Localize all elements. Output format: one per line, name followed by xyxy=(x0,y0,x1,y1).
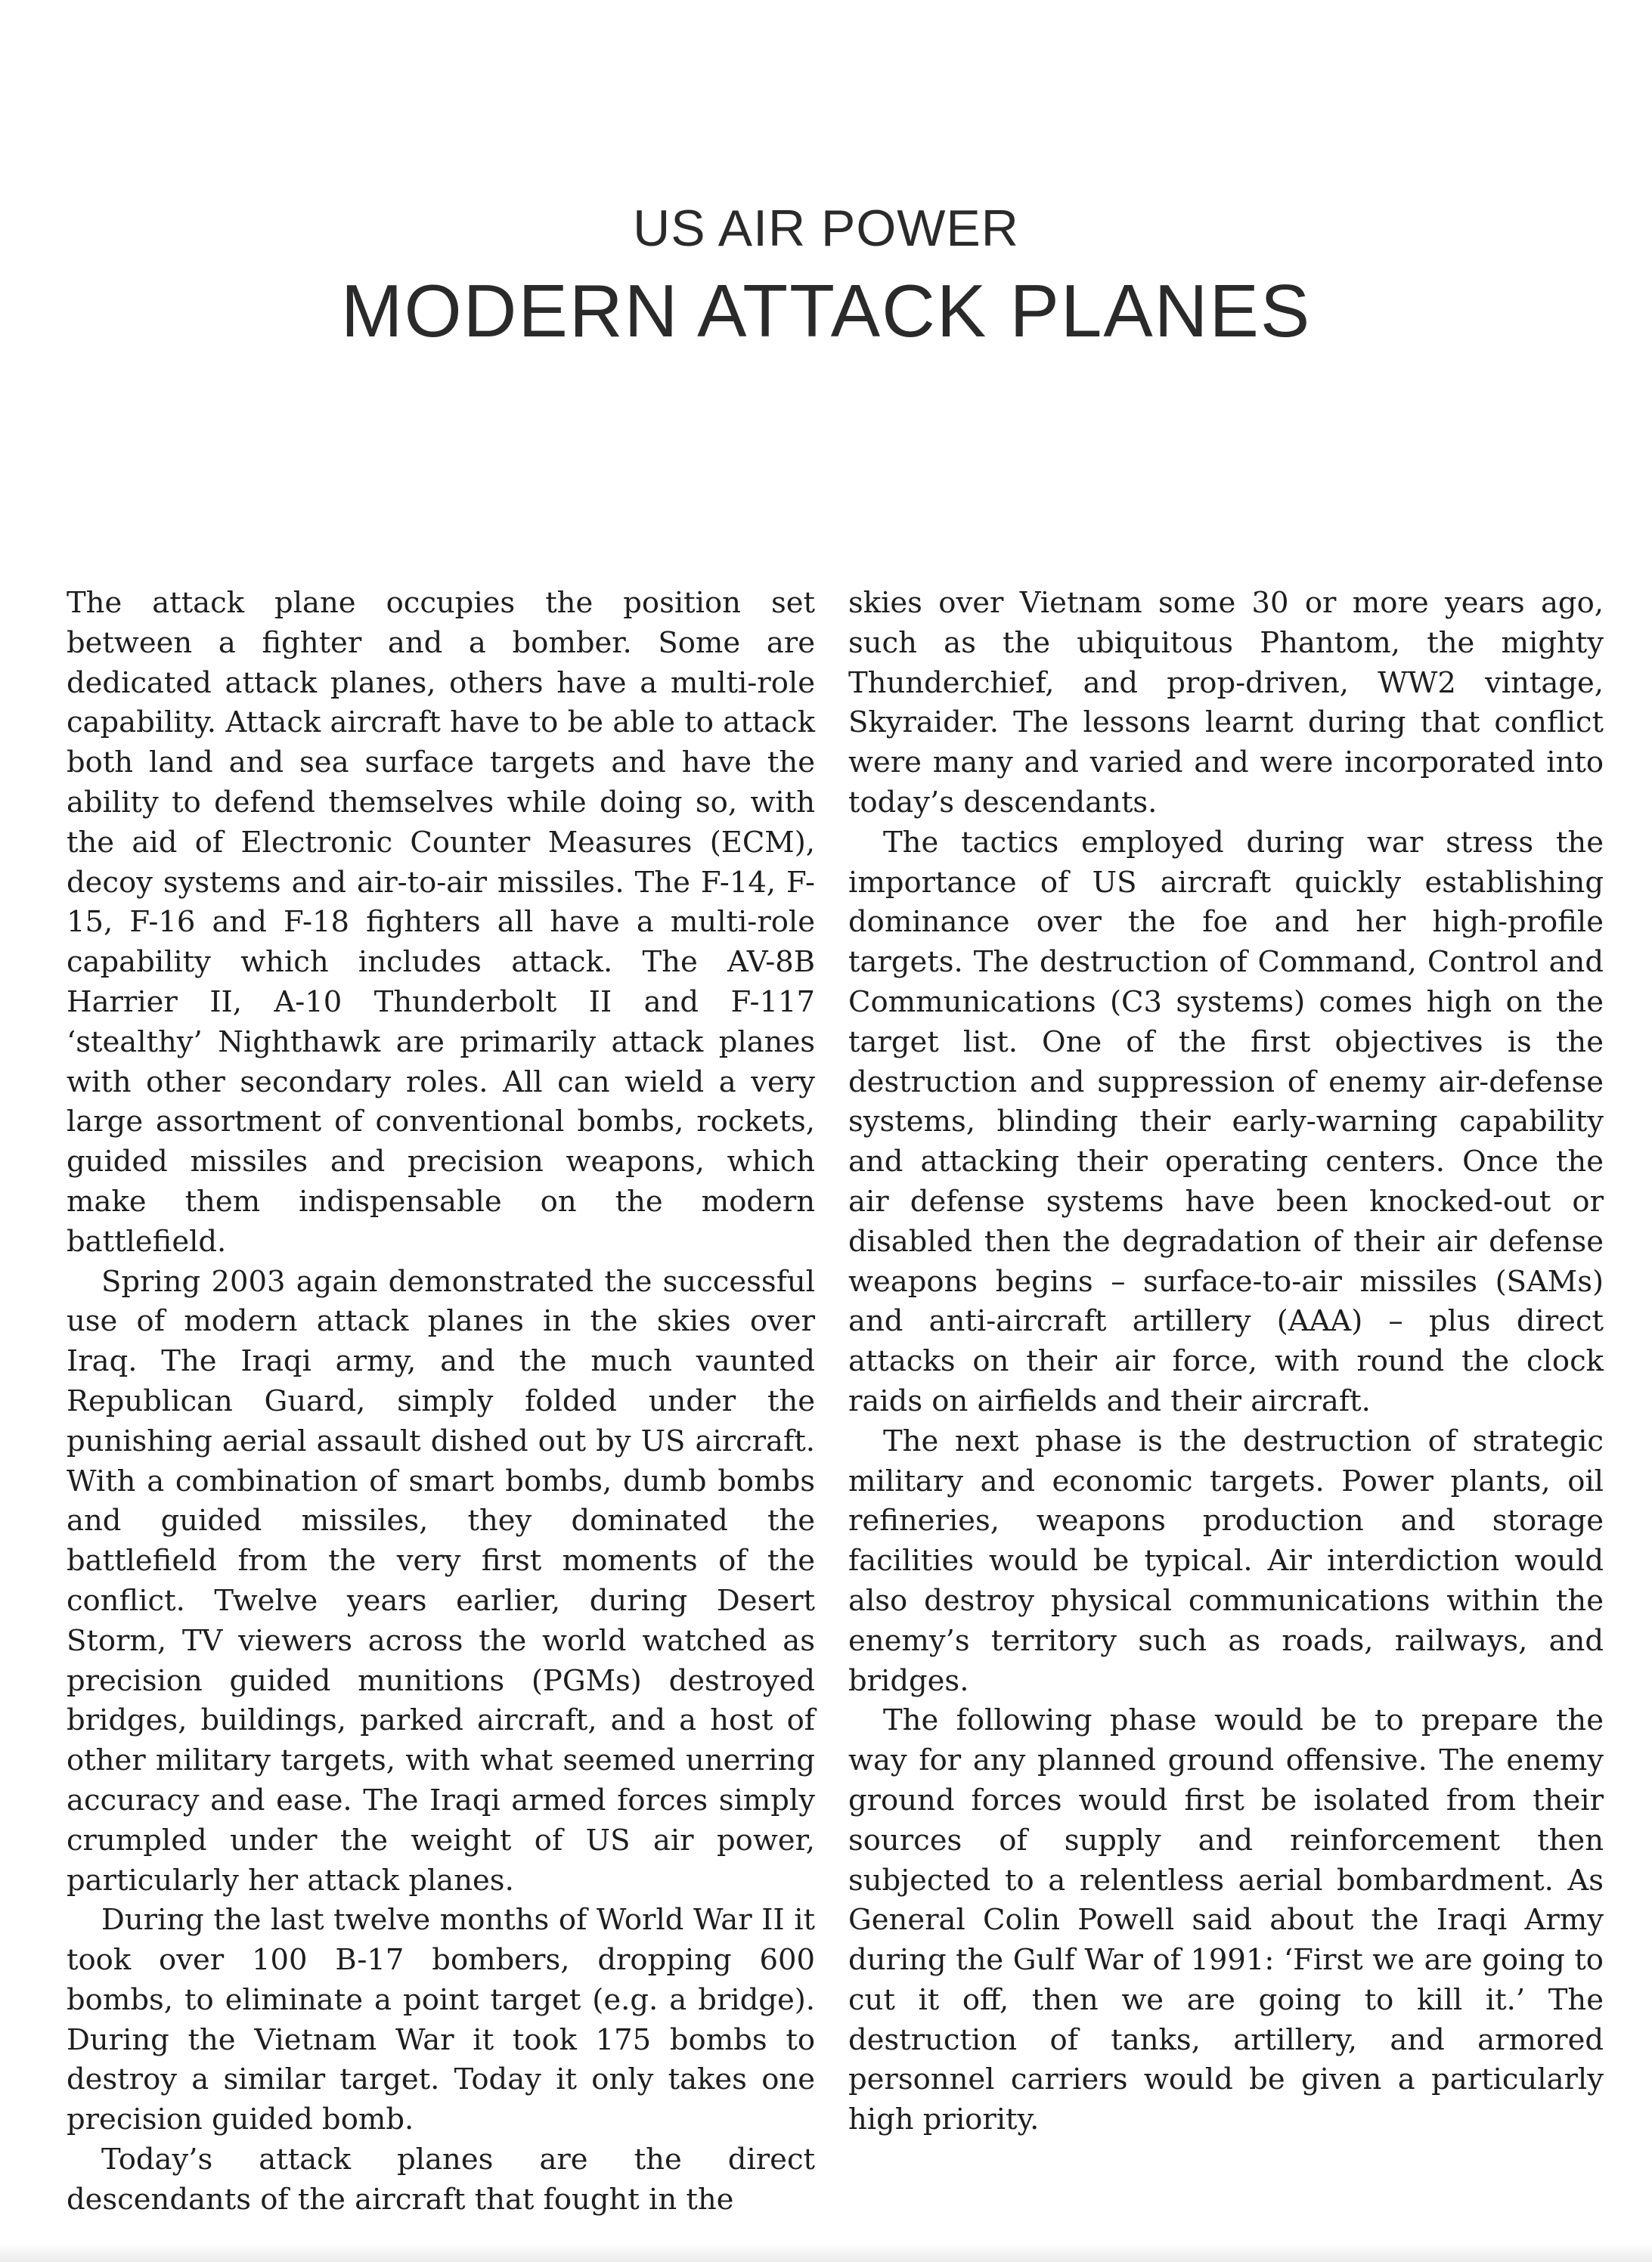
paragraph: Today’s attack planes are the direct descendants of the aircraft that fought in the xyxy=(67,2143,815,2217)
page-bottom-edge xyxy=(0,2242,1652,2262)
paragraph: During the last twelve months of World War II it took over 100 B-17 bombers, dropping 600 bombs, to eliminate a point target (e.g. a bridge). During the Vietnam War it took 175 bombs to destroy a similar target. Today it only takes one precision guided bomb. xyxy=(67,1903,815,2137)
body-text xyxy=(67,584,1604,2217)
right-column xyxy=(848,584,1604,2140)
paragraph: The tactics employed during war stress the importance of US aircraft quickly establishing dominance over the foe and her high-profile targets. The destruction of Command, Control and Communications (C3 systems) comes high on the target list. One of the first objectives is the destruction and suppression of enemy air-defense systems, blinding their early-warning capability and attacking their operating centers. Once the air defense systems have been knocked-out or disabled then the degradation of their air defense weapons begins – surface-to-air missiles (SAMs) and anti-aircraft artillery (AAA) – plus direct attacks on their air force, with round the clock raids on airfields and their aircraft. xyxy=(848,825,1604,1418)
paragraph: The following phase would be to prepare the way for any planned ground offensive. The enemy ground forces would first be isolated from their sources of supply and reinforcement then subjected to a relentless aerial bombardment. As General Colin Powell said about the Iraqi Army during the Gulf War of 1991: ‘First we are going to cut it off, then we are going to kill it.’ The destruction of tanks, artillery, and armored personnel carriers would be given a particularly high priority. xyxy=(848,1703,1604,2137)
page-title: MODERN ATTACK PLANES xyxy=(340,269,1312,352)
left-column xyxy=(67,584,815,2220)
paragraph: The attack plane occupies the position set between a fighter and a bomber. Some are dedicated attack planes, others have a multi-role capability. Attack aircraft have to be able to attack both land and sea surface targets and have the ability to defend themselves while doing so, with the aid of Electronic Counter Measures (ECM), decoy systems and air-to-air missiles. The F-14, F-15, F-16 and F-18 fighters all have a multi-role capability which includes attack. The AV-8B Harrier II, A-10 Thunderbolt II and F-117 ‘stealthy’ Nighthawk are primarily attack planes with other secondary roles. All can wield a very large assortment of conventional bombs, rockets, guided missiles and precision weapons, which make them indispensable on the modern battlefield. xyxy=(67,586,815,1259)
paragraph: skies over Vietnam some 30 or more years ago, such as the ubiquitous Phantom, the mighty Thunderchief, and prop-driven, WW2 vintage, Skyraider. The lessons learnt during that conflict were many and varied and were incorporated into today’s descendants. xyxy=(848,586,1604,820)
section-supertitle: US AIR POWER xyxy=(633,200,1019,257)
paragraph: The next phase is the destruction of strategic military and economic targets. Power plants, oil refineries, weapons production and storage facilities would be typical. Air interdiction would also destroy physical communications within the enemy’s territory such as roads, railways, and bridges. xyxy=(848,1424,1604,1698)
paragraph: Spring 2003 again demonstrated the successful use of modern attack planes in the skies over Iraq. The Iraqi army, and the much vaunted Republican Guard, simply folded under the punishing aerial assault dished out by US aircraft. With a combination of smart bombs, dumb bombs and guided missiles, they dominated the battlefield from the very first moments of the conflict. Twelve years earlier, during Desert Storm, TV viewers across the world watched as precision guided munitions (PGMs) destroyed bridges, buildings, parked aircraft, and a host of other military targets, with what seemed unerring accuracy and ease. The Iraqi armed forces simply crumpled under the weight of US air power, particularly her attack planes. xyxy=(67,1264,815,1898)
